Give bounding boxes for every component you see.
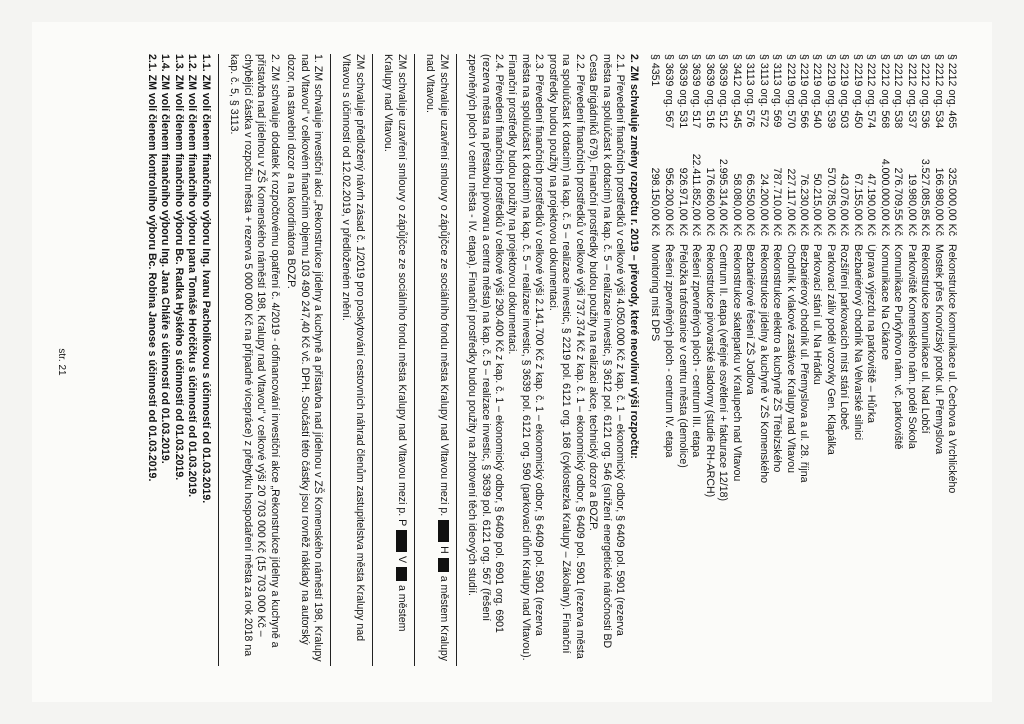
section-2-item: 2.1. Převedení finančních prostředků v celkové výši 4.050.000 Kč z kap. č. 1 – ekonomický odbor, § 6409 pol. 5901 (rezerva města na spoluúčast k dotacím) na kap. č. 5 – realizace investic, § 3612 pol. 6121 org. 546 (snížení energetické náročnosti BD Cesta Brigádníků 679). Finanční prostředky budou použity na realizaci akce, technický dozor a BOZP. <box>587 54 627 649</box>
budget-code: § 2219 org. 570 <box>784 54 797 129</box>
loan-text: ZM schvaluje uzavření smlouvy o zápůjčce ze sociálního fondu města Kralupy nad Vltavou mezi p. <box>437 54 450 517</box>
investment-resolution-2: 2. ZM schvaluje dodatek k rozpočtovému opatření č. 4/2019 - dofinancování investiční akce „Rekonstrukce jídelny a kuchyně a přístavba nad jídelnou v ZŠ Komenského náměstí 198, Kralupy nad Vltavou" v celkové výši 20 703 000 Kč (15 703 000 Kč – chybějící částka v rozpočtu města + rezerva 5 000 000 Kč na případné vícepráce) z přebytku hospodaření města za rok 2018 na kap. č. 5, § 3113. <box>228 54 281 657</box>
budget-code: § 3639 org. 531 <box>676 54 689 129</box>
budget-code: § 2219 org. 566 <box>798 54 811 129</box>
budget-amount: 570.785,00 Kč <box>824 167 837 236</box>
budget-description: Centrum II. etapa (veřejné osvětlení + fakturace 12/18) <box>717 244 730 502</box>
divider <box>456 54 457 666</box>
budget-row <box>729 54 742 666</box>
budget-description: Řešení zpevněných ploch - centrum III. etapa <box>690 244 703 458</box>
redaction-box <box>396 567 407 581</box>
budget-code: § 2219 org. 539 <box>824 54 837 129</box>
budget-amount: 58.080,00 Kč <box>730 173 743 236</box>
budget-code: § 3639 org. 512 <box>717 54 730 129</box>
loan-resolution-1 <box>423 54 450 666</box>
committee-election: 1.2. ZM volí členem finančního výboru pana Tomáše Horčičku s účinností od 01.03.2019. <box>186 54 199 498</box>
budget-description: Rekonstrukce elektro a kuchyně ZŠ Třebízského <box>771 244 784 473</box>
budget-description: Rekonstrukce skateparku v Kralupech nad Vltavou <box>730 244 743 482</box>
budget-code: § 3639 org. 567 <box>663 54 676 129</box>
budget-code: § 2212 org. 537 <box>905 54 918 129</box>
budget-code: § 3113 org. 576 <box>744 54 757 128</box>
budget-code: § 2212 org. 538 <box>892 54 905 129</box>
budget-row <box>770 54 783 666</box>
budget-code: § 2219 org. 450 <box>851 54 864 129</box>
budget-row <box>662 54 675 666</box>
budget-description: Bezbariérový chodník ul. Přemyslova a ul. 28. října <box>798 244 811 483</box>
budget-row <box>689 54 702 666</box>
section-2 <box>465 54 640 666</box>
budget-amount: 926.971,00 Kč <box>676 167 689 236</box>
budget-description: Komunikace Na Cikánce <box>878 244 891 360</box>
budget-description: Bezbariérový chodník Na Velvarské silnici <box>851 244 864 441</box>
budget-amount: 227.117,00 Kč <box>784 168 797 236</box>
committee-election: 2.1. ZM volí členem kontrolního výboru Bc. Robina Janose s účinností od 01.03.2019. <box>145 54 158 482</box>
budget-amount: 2.995.314,00 Kč <box>717 158 730 236</box>
budget-description: Přeložka trafostanice v centru města (demolice) <box>676 244 689 468</box>
budget-row <box>850 54 863 666</box>
budget-amount: 43.076,00 Kč <box>838 173 851 236</box>
budget-row <box>702 54 715 666</box>
redaction-box <box>438 558 449 572</box>
budget-code: § 3113 org. 572 <box>757 54 770 128</box>
budget-row <box>783 54 796 666</box>
budget-code: § 3639 org. 517 <box>690 54 703 129</box>
committee-election: 1.1. ZM volí členem finančního výboru Ing. Ivanu Pacholíkovou s účinností od 01.03.2019. <box>199 54 212 504</box>
committee-election: 1.4. ZM volí členem finančního výboru Ing. Jana Chláře s účinností od 01.03.2019. <box>159 54 172 464</box>
budget-code: § 3412 org. 545 <box>730 54 743 129</box>
section-2-item: 2.3. Převedení finančních prostředků v celkové výši 2.141.700 Kč z kap. č. 1 – ekonomický odbor, § 6409 pol. 5901 (rezerva města na spoluúčast k dotacím) na kap. č. 5 – realizace investic, § 3639 pol. 6121 org. 590 (parkovací dům Kralupy nad Vltavou). Finanční prostředky budou použity na projektovou dokumentaci. <box>506 54 546 661</box>
budget-description: Parkoviště Komenského nám. podél Sokola <box>905 244 918 449</box>
budget-row <box>743 54 756 666</box>
budget-row <box>877 54 890 666</box>
budget-amount: 276.709,55 Kč <box>892 167 905 236</box>
budget-amount: 956.200,00 Kč <box>663 167 676 236</box>
budget-row <box>756 54 769 666</box>
budget-amount: 22.411.852,00 Kč <box>690 153 703 236</box>
budget-description: Parkovací záliv podél vozovky Gen. Klapálka <box>824 244 837 455</box>
budget-row <box>891 54 904 666</box>
budget-code: § 3639 org. 516 <box>703 54 716 129</box>
budget-description: Rekonstrukce komunikace ul. Čechova a Vrchlického <box>946 244 958 494</box>
divider <box>330 54 331 666</box>
loan-text: a městem Kralupy nad Vltavou. <box>382 54 408 632</box>
budget-amount: 298.150,00 Kč <box>649 167 662 236</box>
budget-code: § 2219 org. 503 <box>838 54 851 129</box>
budget-code: § 2212 org. 536 <box>919 54 932 129</box>
investment-resolution-1: 1. ZM schvaluje investiční akci „Rekonstrukce jídelny a kuchyně a přístavba nad jídelnou v ZŠ Komenského náměstí 198, Kralupy nad Vltavou" v celkovém finančním objemu 103 490 247,40 Kč vč. DPH. Součástí této částky jsou rovněž náklady na autorský dozor, na stavební dozor a na koordinátora BOZP. <box>285 54 324 662</box>
loan-text: ZM schvaluje uzavření smlouvy o zápůjčce ze sociálního fondu města Kralupy nad Vltavou mezi p. P <box>395 54 408 527</box>
budget-amount: 176.660,00 Kč <box>703 167 716 236</box>
budget-row <box>931 54 944 666</box>
budget-description: Mostek přes Knovízský potok ul. Přemyslova <box>932 244 945 455</box>
budget-amount: 3.527.085,85 Kč <box>919 158 932 236</box>
budget-description: Monitoring míst DPS <box>649 244 662 342</box>
section-2-title: 2. ZM schvaluje změny rozpočtu r. 2019 – převody, které neovlivní výši rozpočtu: <box>627 54 640 459</box>
budget-description: Parkovací stání ul. Na Hrádku <box>811 244 824 385</box>
budget-code: § 2212 org. 568 <box>878 54 891 129</box>
budget-code: § 4351 <box>649 54 662 87</box>
budget-description: Řešení zpevněných ploch - centrum IV. etapa <box>663 244 676 458</box>
loan-resolution-2 <box>381 54 408 666</box>
budget-amount: 4.000.000,00 Kč <box>878 158 891 236</box>
redaction-box <box>438 520 449 542</box>
budget-amount: 47.190,00 Kč <box>865 173 878 236</box>
budget-amount: 325.000,00 Kč <box>946 167 958 236</box>
budget-row <box>797 54 810 666</box>
budget-description: Chodník k vlakové zastávce Kralupy nad Vltavou <box>784 244 797 474</box>
divider <box>414 54 415 666</box>
budget-amount: 66.550,00 Kč <box>744 173 757 236</box>
budget-amount: 19.980,00 Kč <box>905 173 918 236</box>
budget-table <box>662 54 958 666</box>
section-2-item: 2.4. Převedení finančních prostředků v celkové výši 290.400 Kč z kap. č. 1 – ekonomický odbor, § 6409 pol. 6901 org. 6901 (rezerva města na přestavbu pivovaru a centra města) na kap. č. 5 – realizace investic, § 3639 pol. 6121 org. 567 (řešení zpevněných ploch v centru města - IV. etapa). Finanční prostředky budou použity na zhotovení těch ideových studií. <box>466 54 506 633</box>
budget-amount: 76.230,00 Kč <box>798 173 811 236</box>
budget-row <box>904 54 917 666</box>
loan-initial: V <box>395 555 408 564</box>
budget-description: Rozšíření parkovacích míst stání Lobeč <box>838 244 851 431</box>
redaction-box <box>396 530 407 552</box>
budget-row <box>945 54 958 666</box>
budget-row <box>810 54 823 666</box>
budget-code: § 2212 org. 574 <box>865 54 878 129</box>
budget-code: § 2219 org. 540 <box>811 54 824 129</box>
budget-amount: 787.710,00 Kč <box>771 167 784 236</box>
travel-rules-resolution: ZM schvaluje předložený návrh zásad č. 1/2019 pro poskytování cestovních náhrad členům zastupitelstva města Kralupy nad Vltavou s účinností od 12.02.2019, v předloženém znění. <box>340 54 366 642</box>
document-page <box>32 22 992 702</box>
budget-description: Úprava výjezdu na parkoviště – Hůrka <box>865 244 878 424</box>
budget-row <box>918 54 931 666</box>
loan-text: a městem Kralupy nad Vltavou. <box>424 54 450 662</box>
budget-total-row <box>648 54 661 666</box>
budget-code: § 2212 org. 465 <box>946 54 958 129</box>
budget-description: Rekonstrukce jídelny a kuchyně v ZŠ Komenského <box>757 244 770 484</box>
divider <box>218 54 219 666</box>
budget-amount: 24.200,00 Kč <box>757 173 770 236</box>
budget-code: § 2212 org. 534 <box>932 54 945 129</box>
budget-description: Rekonstrukce pivovarské sladovny (studie RH-ARCH) <box>703 244 716 498</box>
divider <box>372 54 373 666</box>
loan-initial: H <box>437 546 450 554</box>
budget-row <box>675 54 688 666</box>
page-number: str. 21 <box>55 348 67 376</box>
budget-description: Rekonstrukce komunikace ul. Nad Lobčí <box>919 244 932 434</box>
budget-row <box>837 54 850 666</box>
budget-description: Komunikace Purkyňovo nám. vč. parkoviště <box>892 244 905 450</box>
budget-row <box>864 54 877 666</box>
budget-description: Bezbariérové řešení ZŠ Jodlova <box>744 244 757 395</box>
budget-row <box>716 54 729 666</box>
budget-amount: 50.215,00 Kč <box>811 173 824 236</box>
budget-amount: 67.155,00 Kč <box>851 173 864 236</box>
committee-election: 1.3. ZM volí členem finančního výboru Bc. Radka Hyského s účinností od 01.03.2019. <box>172 54 185 481</box>
budget-code: § 3113 org. 569 <box>771 54 784 128</box>
section-2-item: 2.2. Převedení finančních prostředků v celkové výši 737.374 Kč z kap. č. 1 – ekonomický odbor, § 6409 pol. 5901 (rezerva města na spoluúčast k dotacím) na kap. č. 5 – realizace investic, § 2219 pol. 6121 org. 168 (cyklostezka Kralupy – Zákolany). Finanční prostředky budou použity na projektovou dokumentaci. <box>546 54 586 659</box>
budget-row <box>823 54 836 666</box>
budget-amount: 166.980,00 Kč <box>932 167 945 236</box>
